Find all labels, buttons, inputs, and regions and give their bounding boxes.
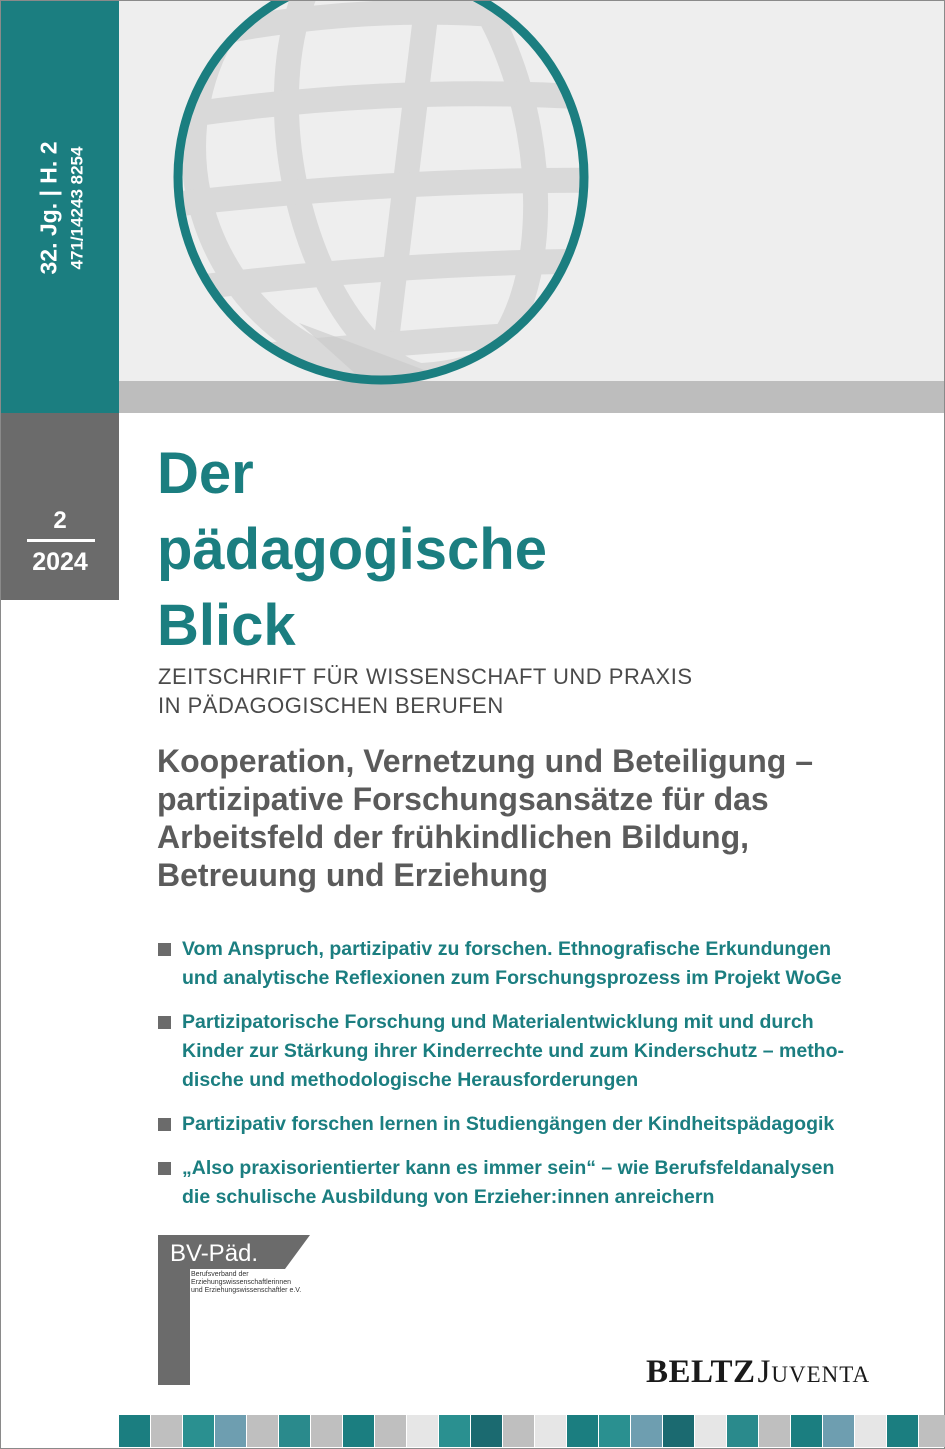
theme-line: Kooperation, Vernetzung und Beteiligung – — [157, 743, 814, 779]
color-stripe — [183, 1415, 214, 1447]
color-stripe — [695, 1415, 726, 1447]
toc-item — [158, 1110, 928, 1139]
square-bullet-icon — [158, 1118, 171, 1131]
toc-line: und analytische Reflexionen zum Forschungsprozess im Projekt WoGe — [182, 967, 842, 989]
color-stripe — [151, 1415, 182, 1447]
color-stripe — [791, 1415, 822, 1447]
color-stripe — [535, 1415, 566, 1447]
association-line: und Erziehungswissenschaftler e.V. — [191, 1287, 302, 1294]
journal-subtitle — [158, 662, 693, 720]
color-stripe — [343, 1415, 374, 1447]
association-line: Berufsverband der — [191, 1271, 249, 1278]
color-stripe — [247, 1415, 278, 1447]
journal-code-label: 471/14243 8254 — [67, 146, 87, 270]
spine-vertical-text — [35, 142, 88, 275]
toc-item — [158, 1008, 928, 1095]
spine-top-band — [1, 1, 119, 413]
theme-line: Betreuung und Erziehung — [157, 857, 549, 893]
color-stripe — [599, 1415, 630, 1447]
issue-divider — [27, 539, 95, 542]
issue-year: 2024 — [32, 548, 88, 576]
association-name — [191, 1271, 301, 1295]
issue-theme-heading — [157, 742, 927, 894]
toc-line: „Also praxisorientierter kann es immer sein“ – wie Berufsfeldanalysen — [182, 1157, 835, 1179]
issue-number: 2 — [53, 507, 67, 534]
color-stripe — [439, 1415, 470, 1447]
color-stripe — [311, 1415, 342, 1447]
journal-title — [157, 436, 547, 664]
color-stripe — [503, 1415, 534, 1447]
volume-issue-label: 32. Jg. | H. 2 — [35, 141, 62, 275]
toc-item — [158, 935, 928, 993]
title-line: Der — [157, 441, 254, 506]
publisher-name-beltz: BELTZ — [646, 1354, 756, 1390]
subtitle-line: IN PÄDAGOGISCHEN BERUFEN — [158, 693, 504, 718]
toc-line: die schulische Ausbildung von Erzieher:innen anreichern — [182, 1186, 715, 1208]
theme-line: partizipative Forschungsansätze für das — [157, 781, 769, 817]
square-bullet-icon — [158, 1016, 171, 1029]
color-stripe — [119, 1415, 150, 1447]
color-stripe — [471, 1415, 502, 1447]
color-stripe — [631, 1415, 662, 1447]
table-of-contents — [158, 935, 928, 1227]
toc-line: Vom Anspruch, partizipativ zu forschen. Ethnografische Erkundungen — [182, 938, 831, 960]
color-stripe — [823, 1415, 854, 1447]
association-line: Erziehungswissenschaftlerinnen — [191, 1279, 291, 1286]
color-stripe — [279, 1415, 310, 1447]
color-stripe — [919, 1415, 945, 1447]
publisher-logo — [646, 1354, 870, 1391]
title-line: Blick — [157, 593, 296, 658]
square-bullet-icon — [158, 943, 171, 956]
color-stripe — [887, 1415, 918, 1447]
toc-line: Partizipatorische Forschung und Materialentwicklung mit und durch — [182, 1011, 814, 1033]
issue-badge — [1, 413, 119, 600]
toc-line: Partizipativ forschen lernen in Studiengängen der Kindheitspädagogik — [182, 1113, 835, 1135]
bottom-color-stripes — [119, 1415, 945, 1447]
color-stripe — [375, 1415, 406, 1447]
bv-logo-text: BV-Päd. — [170, 1240, 259, 1267]
color-stripe — [855, 1415, 886, 1447]
square-bullet-icon — [158, 1162, 171, 1175]
theme-line: Arbeitsfeld der frühkindlichen Bildung, — [157, 819, 750, 855]
color-stripe — [215, 1415, 246, 1447]
globe-icon — [119, 1, 944, 413]
color-stripe — [567, 1415, 598, 1447]
bv-paed-logo — [158, 1235, 318, 1387]
color-stripe — [407, 1415, 438, 1447]
title-line: pädagogische — [157, 517, 547, 582]
publisher-name-juventa: Juventa — [757, 1354, 871, 1390]
color-stripe — [727, 1415, 758, 1447]
subtitle-line: ZEITSCHRIFT FÜR WISSENSCHAFT UND PRAXIS — [158, 664, 693, 689]
toc-item — [158, 1154, 928, 1212]
toc-line: dische und methodologische Herausforderungen — [182, 1069, 639, 1091]
color-stripe — [663, 1415, 694, 1447]
toc-line: Kinder zur Stärkung ihrer Kinderrechte und zum Kinderschutz – metho- — [182, 1040, 845, 1062]
color-stripe — [759, 1415, 790, 1447]
